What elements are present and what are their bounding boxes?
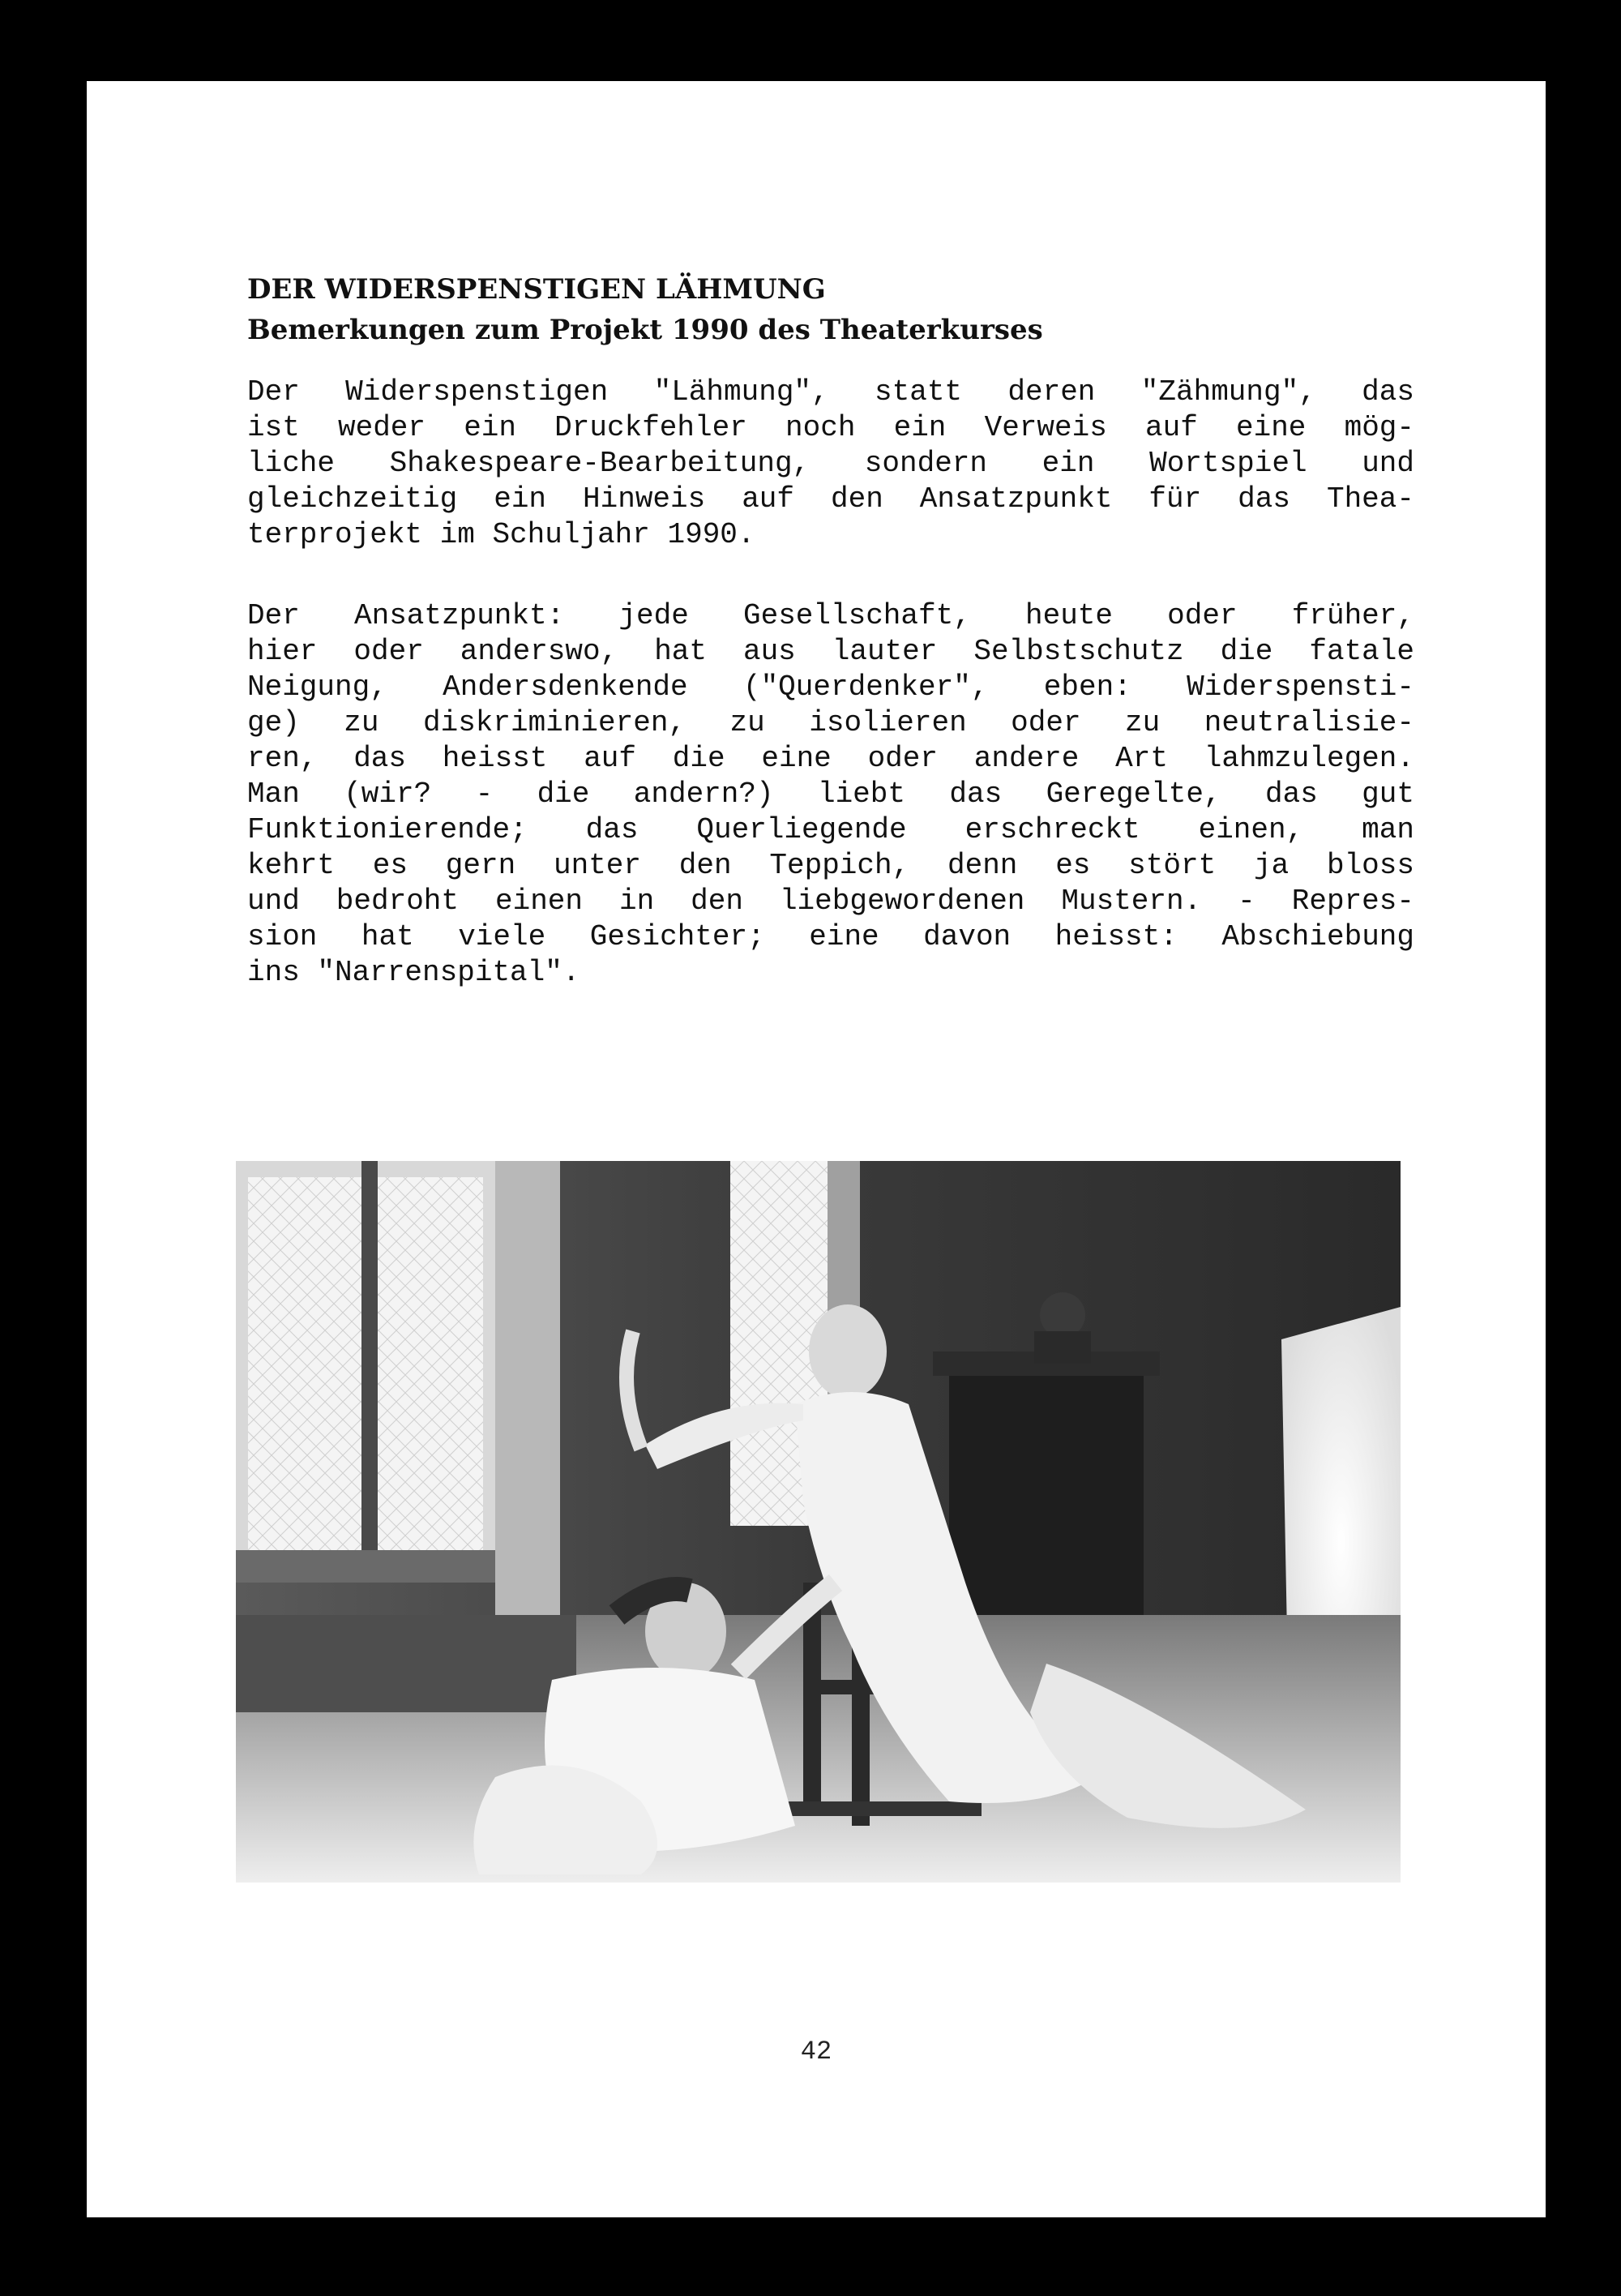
text-line: kehrt es gern unter den Teppich, denn es stört ja bloss [247,849,1414,882]
text-line: Der Ansatzpunkt: jede Gesellschaft, heute oder früher, [247,599,1414,632]
text-line: Neigung, Andersdenkende ("Querdenker", eben: Widerspensti- [247,670,1414,704]
text-line: hier oder anderswo, hat aus lauter Selbstschutz die fatale [247,635,1414,668]
paragraph-intro [247,375,1414,553]
text-line: ren, das heisst auf die eine oder andere Art lahmzulegen. [247,742,1414,775]
paragraph-ansatzpunkt [247,598,1414,991]
document-page [87,81,1546,2217]
page-number: 42 [800,2037,832,2067]
theater-photo-illustration [236,1161,1401,1883]
article-subtitle: Bemerkungen zum Projekt 1990 des Theaterkurses [247,314,1043,346]
text-line: terprojekt im Schuljahr 1990. [247,518,755,551]
article-title: DER WIDERSPENSTIGEN LÄHMUNG [247,273,826,306]
text-line: Der Widerspenstigen "Lähmung", statt deren "Zähmung", das [247,375,1414,409]
text-line: gleichzeitig ein Hinweis auf den Ansatzpunkt für das Thea- [247,482,1414,516]
text-line: ins "Narrenspital". [247,956,580,989]
text-line: und bedroht einen in den liebgewordenen Mustern. - Repres- [247,885,1414,918]
text-line: Man (wir? - die andern?) liebt das Geregelte, das gut [247,777,1414,811]
text-line: ist weder ein Druckfehler noch ein Verweis auf eine mög- [247,411,1414,444]
text-line: sion hat viele Gesichter; eine davon heisst: Abschiebung [247,920,1414,953]
text-line: liche Shakespeare-Bearbeitung, sondern ein Wortspiel und [247,447,1414,480]
text-line: ge) zu diskriminieren, zu isolieren oder zu neutralisie- [247,706,1414,739]
text-line: Funktionierende; das Querliegende erschreckt einen, man [247,813,1414,846]
article-heading [247,269,1544,350]
theater-photo [236,1161,1401,1883]
